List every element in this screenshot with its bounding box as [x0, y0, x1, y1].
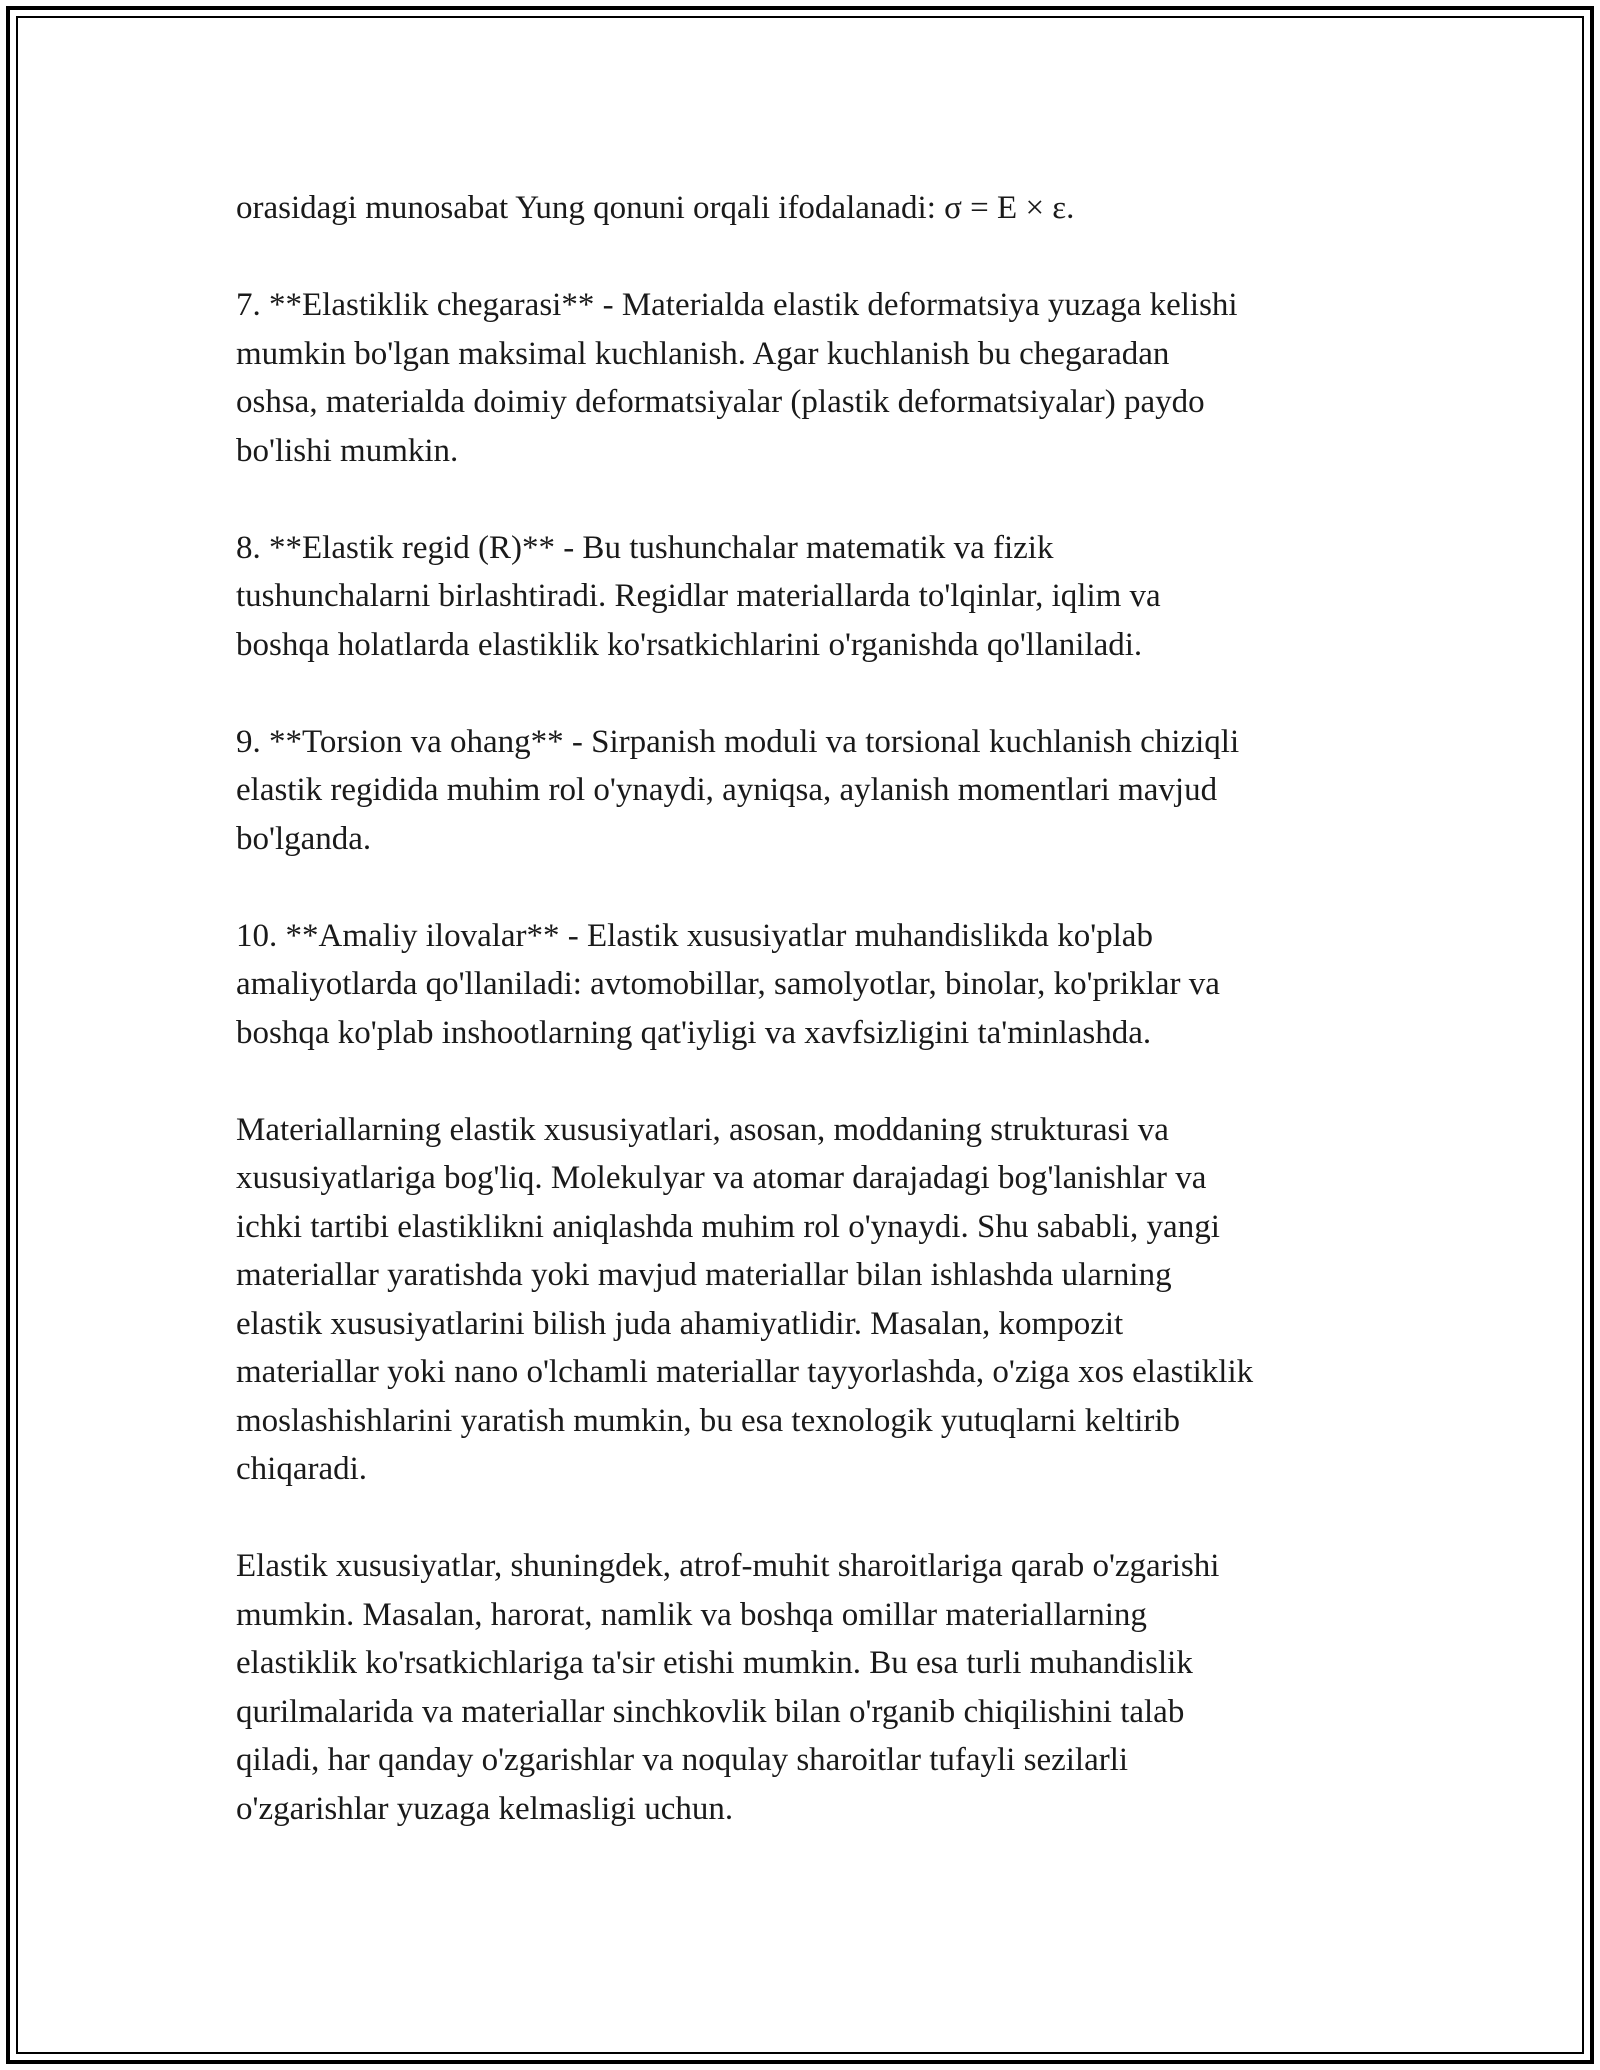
paragraph-item-9	[236, 718, 1396, 864]
text-line: materiallar yaratishda yoki mavjud materiallar bilan ishlashda ularning	[236, 1257, 1172, 1293]
text-line: mumkin. Masalan, harorat, namlik va boshqa omillar materiallarning	[236, 1596, 1147, 1633]
text-line: materiallar yoki nano o'lchamli materiallar tayyorlashda, o'ziga xos elastiklik	[236, 1354, 1254, 1390]
text-line: mumkin bo'lgan maksimal kuchlanish. Agar kuchlanish bu chegaradan	[236, 335, 1170, 372]
text-line: 10. **Amaliy ilovalar** - Elastik xususiyatlar muhandislikda ko'plab	[236, 917, 1153, 954]
paragraph-environment	[236, 1542, 1396, 1833]
text-line: ichki tartibi elastiklikni aniqlashda muhim rol o'ynaydi. Shu sababli, yangi	[236, 1208, 1220, 1245]
text-line: Elastik xususiyatlar, shuningdek, atrof-muhit sharoitlariga qarab o'zgarishi	[236, 1548, 1220, 1584]
text-line: bo'lishi mumkin.	[236, 432, 459, 469]
paragraph-yung-law	[236, 184, 1396, 233]
document-body	[236, 184, 1396, 1833]
text-line: 8. **Elastik regid (R)** - Bu tushunchalar matematik va fizik	[236, 529, 1054, 566]
text-line: moslashishlarini yaratish mumkin, bu esa texnologik yutuqlarni keltirib	[236, 1402, 1181, 1439]
paragraph-materials-structure	[236, 1106, 1396, 1494]
paragraph-item-10	[236, 912, 1396, 1058]
text-line: Materiallarning elastik xususiyatlari, asosan, moddaning strukturasi va	[236, 1111, 1169, 1148]
text-line: xususiyatlariga bog'liq. Molekulyar va atomar darajadagi bog'lanishlar va	[236, 1160, 1207, 1196]
text-line: boshqa holatlarda elastiklik ko'rsatkichlarini o'rganishda qo'llaniladi.	[236, 626, 1143, 663]
text-line: chiqaradi.	[236, 1451, 368, 1487]
text-line: tushunchalarni birlashtiradi. Regidlar materiallarda to'lqinlar, iqlim va	[236, 578, 1161, 614]
text-line: elastik xususiyatlarini bilish juda ahamiyatlidir. Masalan, kompozit	[236, 1305, 1124, 1342]
paragraph-item-8	[236, 524, 1396, 670]
text-line: o'zgarishlar yuzaga kelmasligi uchun.	[236, 1790, 734, 1827]
text-line: oshsa, materialda doimiy deformatsiyalar (plastik deformatsiyalar) paydo	[236, 384, 1205, 420]
text-line: elastiklik ko'rsatkichlariga ta'sir etishi mumkin. Bu esa turli muhandislik	[236, 1645, 1193, 1681]
text-line: elastik regidida muhim rol o'ynaydi, ayniqsa, aylanish momentlari mavjud	[236, 772, 1218, 808]
text-line: qiladi, har qanday o'zgarishlar va noqulay sharoitlar tufayli sezilarli	[236, 1742, 1129, 1778]
text-line: bo'lganda.	[236, 820, 372, 857]
text-line: amaliyotlarda qo'llaniladi: avtomobillar, samolyotlar, binolar, ko'priklar va	[236, 966, 1220, 1002]
paragraph-item-7	[236, 281, 1396, 475]
text-line: orasidagi munosabat Yung qonuni orqali ifodalanadi: σ = E × ε.	[236, 190, 1075, 226]
text-line: 7. **Elastiklik chegarasi** - Materialda elastik deformatsiya yuzaga kelishi	[236, 287, 1238, 323]
text-line: boshqa ko'plab inshootlarning qat'iyligi va xavfsizligini ta'minlashda.	[236, 1014, 1152, 1051]
text-line: qurilmalarida va materiallar sinchkovlik bilan o'rganib chiqilishini talab	[236, 1693, 1185, 1730]
text-line: 9. **Torsion va ohang** - Sirpanish moduli va torsional kuchlanish chiziqli	[236, 723, 1240, 760]
